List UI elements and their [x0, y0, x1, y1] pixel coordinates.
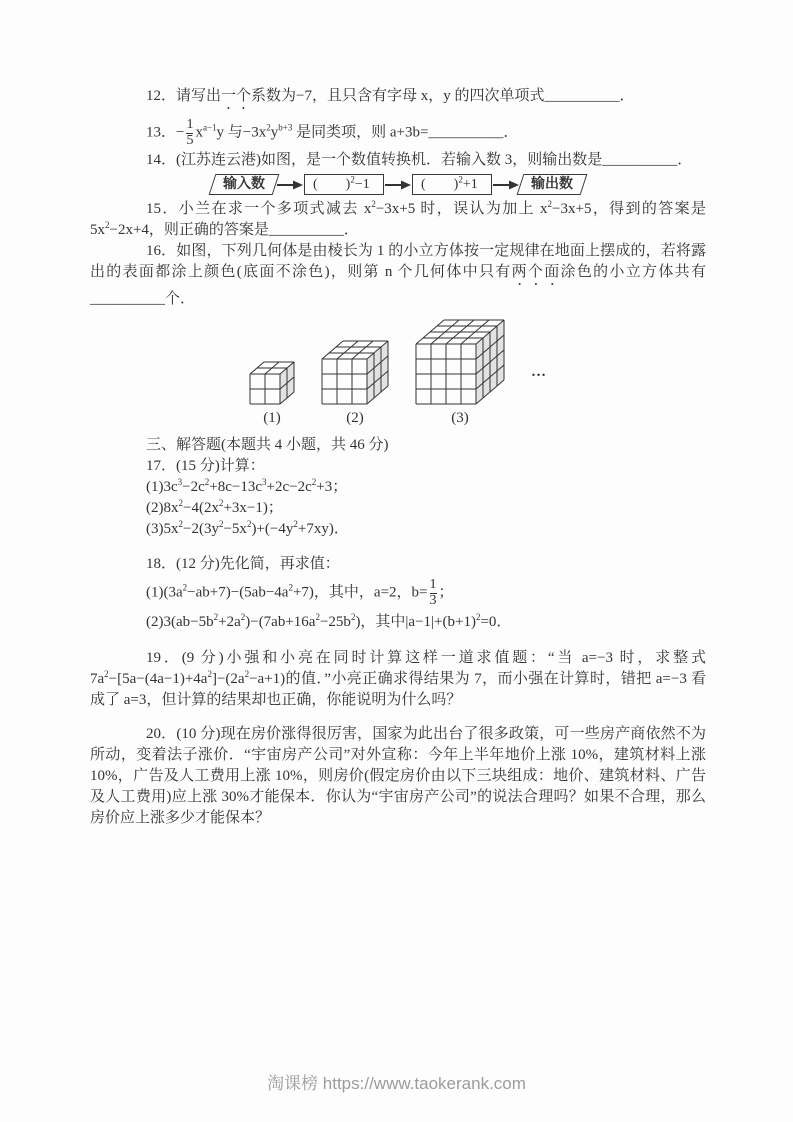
question-18-head [90, 554, 706, 575]
cube-3x3x3-drawing [321, 340, 389, 405]
superscript: 3 [262, 477, 267, 488]
text-segment: −2(3y [183, 521, 219, 538]
text-segment: (2)8x [146, 500, 179, 517]
superscript: 2 [104, 668, 109, 679]
figure-label: (3) [451, 410, 469, 427]
superscript: 2 [218, 498, 224, 509]
question-20 [90, 724, 706, 829]
text-segment: −2c [182, 479, 205, 496]
question-15 [90, 199, 706, 241]
cube-figure-3 [415, 319, 505, 429]
text-segment: −a+1)的值．”小亮正确求得结果为 7，而小强在计算时，错把 a=−3 看成了 a=3，但计算的结果却也正确，你能说明为什么吗？ [90, 670, 706, 708]
text-segment: =0． [480, 613, 512, 630]
converter-box-2 [412, 174, 492, 195]
text-segment: 12．请写出 [146, 88, 222, 104]
cube-figure-2 [321, 340, 389, 429]
superscript: 2 [105, 220, 110, 231]
text-segment: y 与−3x [216, 124, 267, 141]
superscript: 2 [547, 199, 553, 210]
superscript: 2 [182, 583, 188, 593]
emphasized-text: 一个 [221, 88, 252, 104]
fraction-one-fifth [184, 118, 195, 148]
text-segment: (3)5x [146, 521, 179, 538]
superscript: 2 [246, 519, 252, 530]
text-segment: +2c−2c [266, 479, 312, 496]
emphasized-text: 两个面 [511, 264, 561, 281]
text-segment: 19．(9 分)小强和小亮在同时计算这样一道求值题：“当 a=−3 时，求整式 7a [90, 649, 706, 687]
question-14 [90, 150, 706, 171]
superscript: b+3 [278, 122, 293, 133]
text-segment: 20．(10 分)现在房价涨得很厉害，国家为此出台了很多政策，可一些房产商依然不为所动，变着法子涨价．“宇宙房产公司”对外宣称：今年上半年地价上涨 10%，建筑材料上涨 10%，广告及人工费用上涨 10%，则房价(假定房价由以下三块组成：地价、建筑材料、广告及人工费用)应上涨 30%才能保本．你认为“宇宙房产公司”的说法合理吗？如果不合理，那么房价应上涨多少才能保本？ [90, 725, 706, 826]
superscript: 2 [244, 668, 250, 679]
text-segment: 16．如图，下列几何体是由棱长为 1 的小立方体按一定规律在地面上摆成的，若将露出的表面都涂上颜色(底面不涂色)，则第 n 个几何体中只有 [90, 243, 706, 281]
input-parallelogram [209, 174, 280, 195]
cube-2x2x2-drawing [249, 361, 295, 405]
section-title: 三、解答题(本题共 4 小题，共 46 分) [146, 437, 389, 454]
superscript: 2 [293, 519, 298, 530]
text-segment: +1 [462, 177, 478, 193]
cube-figure-1 [249, 361, 295, 429]
question-19 [90, 648, 706, 711]
number-converter-diagram [90, 174, 706, 195]
text-segment: +7)，其中，a=2，b= [292, 585, 428, 601]
arrow-right-icon [493, 180, 519, 190]
text-segment: ； [438, 585, 454, 601]
superscript: 2 [350, 611, 356, 622]
text-segment: −1 [354, 177, 370, 193]
superscript: 2 [178, 498, 183, 509]
text-segment: +2a [218, 613, 241, 630]
figure-label: (2) [346, 410, 364, 427]
superscript: 2 [266, 122, 271, 133]
question-18-item-2 [90, 612, 706, 633]
text-segment: −5x [223, 521, 247, 538]
fraction-numerator: 1 [186, 117, 194, 132]
text-segment: −3x+5 时，误认为加上 x [375, 201, 548, 218]
fraction-denominator: 5 [186, 132, 194, 148]
text-segment: 15．小兰在求一个多项式减去 x [146, 201, 372, 218]
question-12 [90, 86, 706, 113]
text-segment: 17．(15 分)计算： [146, 458, 265, 475]
question-17-item-2 [90, 498, 706, 519]
paper-content [90, 86, 706, 829]
superscript: 2 [204, 477, 210, 488]
text-segment: x [195, 124, 203, 141]
site-footer [0, 1069, 793, 1094]
superscript: 2 [288, 583, 293, 593]
text-segment: (1)(3a [146, 585, 183, 601]
converter-box-1 [304, 174, 384, 195]
superscript: 2 [207, 668, 212, 679]
text-segment: 13．− [146, 124, 185, 141]
superscript: 3 [177, 477, 183, 488]
text-segment: −ab+7)−(5ab−4a [187, 585, 289, 601]
question-17-item-1 [90, 477, 706, 498]
question-16 [90, 241, 706, 310]
text-segment: (1)3c [146, 479, 178, 496]
text-segment: 14．(江苏连云港)如图，是一个数值转换机．若输入数 3，则输出数是__________． [146, 152, 693, 169]
superscript: 2 [178, 519, 183, 530]
text-segment: )，其中|a−1|+(b+1) [355, 613, 476, 630]
fraction-denominator: 3 [429, 593, 437, 609]
cube-4x4x4-drawing [415, 319, 505, 405]
text-segment: +3； [316, 479, 348, 496]
footer-text: 淘课榜 https://www.taokerank.com [267, 1074, 526, 1093]
output-label: 输出数 [531, 177, 573, 193]
text-segment: 18．(12 分)先化简，再求值： [146, 556, 340, 573]
arrow-right-icon [277, 180, 303, 190]
superscript: 2 [213, 611, 219, 622]
text-segment: +8c−13c [209, 479, 263, 496]
superscript: 2 [218, 519, 224, 530]
text-segment: 系数为−7，且只含有字母 x，y 的四次单项式__________． [251, 88, 635, 104]
question-17-head [90, 456, 706, 477]
figure-label: (1) [263, 410, 281, 427]
superscript: 2 [475, 611, 481, 622]
text-segment: −25b [319, 613, 351, 630]
text-segment: −4(2x [183, 500, 219, 517]
input-label: 输入数 [223, 177, 265, 193]
superscript: 2 [240, 611, 246, 622]
superscript: 2 [371, 199, 376, 210]
text-segment: 是同类项，则 a+3b=__________． [292, 124, 519, 141]
text-segment: y [270, 124, 279, 141]
question-17-item-3 [90, 519, 706, 540]
text-segment: (2)3(ab−5b [146, 613, 214, 630]
text-segment: ( ) [313, 177, 351, 193]
fraction-numerator: 1 [429, 577, 437, 593]
text-segment: −3x+5，得到的答案是 5x [90, 201, 706, 239]
text-segment: )+(−4y [251, 521, 294, 538]
text-segment: −[5a−(4a−1)+4a [108, 670, 208, 687]
ellipsis: … [531, 364, 547, 381]
superscript: 2 [350, 174, 355, 185]
text-segment: ]−(2a [211, 670, 245, 687]
superscript: 2 [311, 477, 317, 488]
superscript: 2 [458, 174, 463, 185]
text-segment: ( ) [421, 177, 459, 193]
section-3-header [90, 435, 706, 456]
text-segment: )−(7ab+16a [245, 613, 316, 630]
cube-figures [90, 319, 706, 429]
question-13 [90, 118, 706, 148]
text-segment: +3x−1)； [223, 500, 283, 517]
arrow-right-icon [385, 180, 411, 190]
superscript: 2 [315, 611, 320, 622]
superscript: a−1 [202, 122, 217, 133]
fraction-one-third [428, 578, 439, 608]
question-18-item-1 [90, 578, 706, 608]
output-parallelogram [517, 174, 588, 195]
text-segment: 涂色的小立方体共有__________个． [90, 264, 706, 308]
text-segment: +7xy)． [297, 521, 349, 538]
text-segment: −2x+4，则正确的答案是__________． [109, 222, 359, 239]
